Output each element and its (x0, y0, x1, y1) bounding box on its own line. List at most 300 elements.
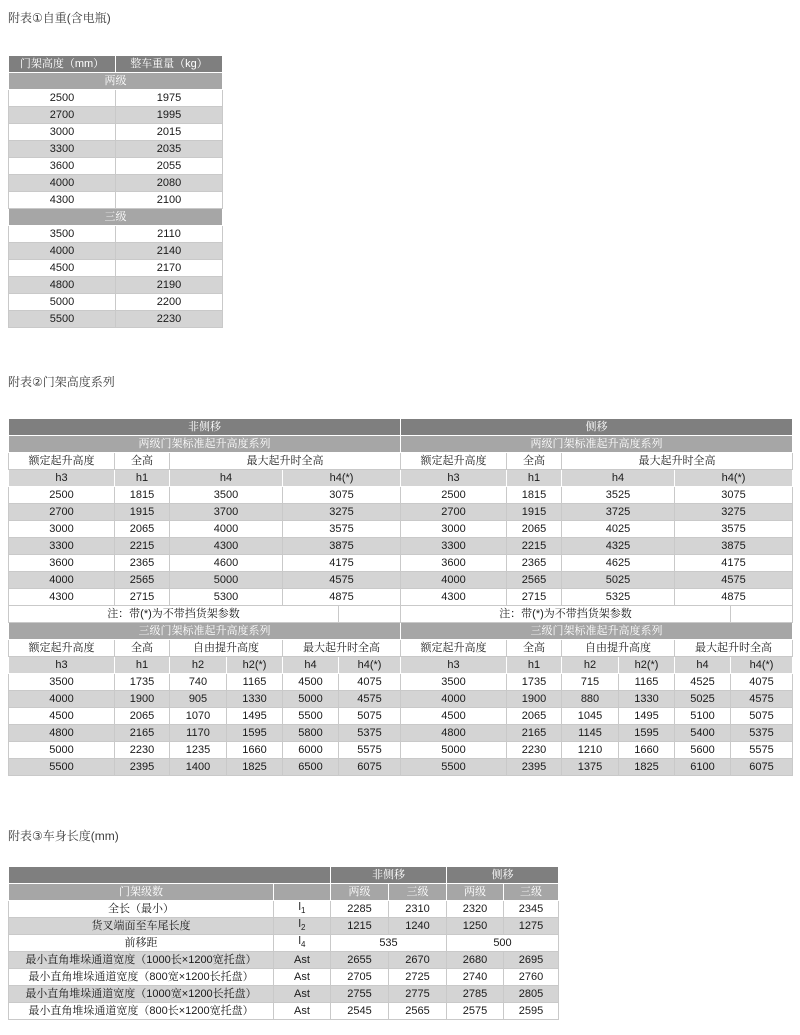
table-row (9, 606, 793, 623)
table-row (9, 657, 793, 674)
mast-height-table-body (9, 419, 793, 776)
symbol-subscript: 4 (301, 940, 306, 950)
value-cell: 1595 (227, 725, 283, 742)
value-cell: 3725 (562, 504, 675, 521)
table-row (9, 175, 223, 192)
value-cell: 4800 (9, 277, 116, 294)
value-cell: 5025 (675, 691, 731, 708)
self-weight-table-body (9, 56, 223, 328)
value-cell: 2595 (504, 1003, 559, 1020)
value-cell: 2700 (401, 504, 507, 521)
empty-cell (9, 867, 331, 884)
value-cell: 5375 (339, 725, 401, 742)
table-row (9, 226, 223, 243)
column-header: h4 (675, 657, 731, 674)
value-cell: 1165 (227, 674, 283, 691)
symbol-cell: Ast (274, 1003, 331, 1020)
value-cell: 1210 (562, 742, 619, 759)
value-cell: 5100 (675, 708, 731, 725)
value-cell: 2715 (507, 589, 562, 606)
column-header: h4(*) (283, 470, 401, 487)
table-row (9, 453, 793, 470)
value-cell: 1400 (170, 759, 227, 776)
value-cell: 1975 (116, 90, 223, 107)
value-cell: 1070 (170, 708, 227, 725)
value-cell: 3000 (9, 124, 116, 141)
group-header: 额定起升高度 (401, 453, 507, 470)
value-cell: 4625 (562, 555, 675, 572)
row-label: 货叉端面至车尾长度 (9, 918, 274, 935)
table-row (9, 107, 223, 124)
value-cell: 3275 (283, 504, 401, 521)
value-cell: 2575 (447, 1003, 504, 1020)
value-cell: 2065 (115, 521, 170, 538)
value-cell: 6100 (675, 759, 731, 776)
value-cell: 3500 (401, 674, 507, 691)
value-cell: 1660 (227, 742, 283, 759)
value-cell: 4000 (9, 175, 116, 192)
value-cell: 4600 (170, 555, 283, 572)
column-header: 两级 (447, 884, 504, 901)
group-header: 最大起升时全高 (170, 453, 401, 470)
symbol-subscript: 1 (301, 906, 306, 916)
value-cell: 5500 (401, 759, 507, 776)
column-header: 整车重量（kg） (116, 56, 223, 73)
empty-cell (731, 606, 793, 623)
symbol-cell: Ast (274, 952, 331, 969)
value-cell: 1825 (619, 759, 675, 776)
column-header: h2 (170, 657, 227, 674)
value-cell: 4000 (170, 521, 283, 538)
section-header: 三级门架标准起升高度系列 (401, 623, 793, 640)
value-cell: 4000 (9, 691, 115, 708)
value-cell: 5400 (675, 725, 731, 742)
table-row (9, 277, 223, 294)
value-cell: 4875 (283, 589, 401, 606)
group-header: 最大起升时全高 (675, 640, 793, 657)
value-cell: 4000 (9, 572, 115, 589)
value-cell: 1330 (227, 691, 283, 708)
row-label: 最小直角堆垛通道宽度（800宽×1200长托盘） (9, 969, 274, 986)
column-header: h2(*) (619, 657, 675, 674)
value-cell: 2565 (115, 572, 170, 589)
column-header: h4 (562, 470, 675, 487)
value-cell: 4000 (401, 572, 507, 589)
value-cell: 3500 (170, 487, 283, 504)
table-row (9, 867, 559, 884)
value-cell: 2345 (504, 901, 559, 918)
value-cell: 4575 (731, 691, 793, 708)
self-weight-table (8, 55, 223, 328)
value-cell: 4500 (9, 260, 116, 277)
group-header: 全高 (507, 640, 562, 657)
section-header: 三级 (9, 209, 223, 226)
column-header: h2 (562, 657, 619, 674)
value-cell: 2065 (507, 521, 562, 538)
value-cell: 3075 (283, 487, 401, 504)
column-header: 两级 (331, 884, 389, 901)
table-row (9, 243, 223, 260)
value-cell: 2015 (116, 124, 223, 141)
value-cell: 2785 (447, 986, 504, 1003)
table-row (9, 538, 793, 555)
value-cell: 3600 (401, 555, 507, 572)
value-cell: 1275 (504, 918, 559, 935)
table-row (9, 158, 223, 175)
value-cell: 2500 (9, 487, 115, 504)
note-cell: 注：带(*)为不带挡货架参数 (401, 606, 731, 623)
symbol-subscript: 2 (301, 923, 306, 933)
value-cell: 2165 (507, 725, 562, 742)
value-cell: 4300 (9, 589, 115, 606)
row-label: 最小直角堆垛通道宽度（1000宽×1200长托盘） (9, 986, 274, 1003)
table-row (9, 56, 223, 73)
value-cell: 1145 (562, 725, 619, 742)
table-row (9, 90, 223, 107)
value-cell: 2170 (116, 260, 223, 277)
group-header: 侧移 (447, 867, 559, 884)
value-cell: 3300 (9, 141, 116, 158)
value-cell: 4300 (170, 538, 283, 555)
value-cell: 2320 (447, 901, 504, 918)
value-cell: 3275 (675, 504, 793, 521)
value-cell: 1995 (116, 107, 223, 124)
table-row (9, 742, 793, 759)
value-cell: 5325 (562, 589, 675, 606)
value-cell: 1900 (115, 691, 170, 708)
column-header: h4(*) (731, 657, 793, 674)
value-cell: 6500 (283, 759, 339, 776)
table-row (9, 759, 793, 776)
table-row (9, 691, 793, 708)
value-cell: 6075 (731, 759, 793, 776)
table-row (9, 589, 793, 606)
value-cell: 5025 (562, 572, 675, 589)
column-header: h4(*) (339, 657, 401, 674)
value-cell: 4800 (9, 725, 115, 742)
value-cell: 5000 (401, 742, 507, 759)
note-cell: 注：带(*)为不带挡货架参数 (9, 606, 339, 623)
table-row (9, 640, 793, 657)
table-row (9, 470, 793, 487)
row-label: 全长（最小） (9, 901, 274, 918)
column-header: h1 (115, 470, 170, 487)
value-cell: 4300 (401, 589, 507, 606)
value-cell: 5500 (9, 311, 116, 328)
table-row (9, 521, 793, 538)
value-cell: 4075 (339, 674, 401, 691)
value-cell: 5075 (731, 708, 793, 725)
value-cell: 1595 (619, 725, 675, 742)
value-cell: 1815 (507, 487, 562, 504)
value-cell: 4500 (9, 708, 115, 725)
value-cell: 2500 (9, 90, 116, 107)
value-cell: 880 (562, 691, 619, 708)
value-cell: 2055 (116, 158, 223, 175)
value-cell: 3500 (9, 226, 116, 243)
table-row (9, 555, 793, 572)
value-cell: 2700 (9, 107, 116, 124)
value-cell: 4500 (401, 708, 507, 725)
value-cell: 3000 (401, 521, 507, 538)
table-row (9, 725, 793, 742)
table-row (9, 141, 223, 158)
value-cell: 2365 (507, 555, 562, 572)
group-header: 最大起升时全高 (562, 453, 793, 470)
symbol-cell: $l_1$ (274, 901, 331, 918)
value-cell: 3300 (401, 538, 507, 555)
value-cell: 2500 (401, 487, 507, 504)
value-cell: 2100 (116, 192, 223, 209)
value-cell: 2215 (507, 538, 562, 555)
value-cell: 3500 (9, 674, 115, 691)
table-row (9, 986, 559, 1003)
empty-cell (339, 606, 401, 623)
value-cell: 1815 (115, 487, 170, 504)
value-cell: 3875 (675, 538, 793, 555)
mast-height-table (8, 418, 793, 776)
group-header: 全高 (115, 640, 170, 657)
table-row (9, 209, 223, 226)
group-header: 全高 (115, 453, 170, 470)
empty-cell (274, 884, 331, 901)
table1-title: 附表①自重(含电瓶) (8, 11, 111, 25)
symbol-cell: Ast (274, 986, 331, 1003)
column-header: h3 (9, 657, 115, 674)
value-cell: 3000 (9, 521, 115, 538)
value-cell: 2715 (115, 589, 170, 606)
value-cell: 3575 (675, 521, 793, 538)
value-cell: 6075 (339, 759, 401, 776)
value-cell: 2110 (116, 226, 223, 243)
value-cell: 4025 (562, 521, 675, 538)
value-cell: 2165 (115, 725, 170, 742)
value-cell: 2680 (447, 952, 504, 969)
value-cell: 1735 (507, 674, 562, 691)
column-header: h1 (115, 657, 170, 674)
column-header: 门架高度（mm） (9, 56, 116, 73)
value-cell: 2215 (115, 538, 170, 555)
table-row (9, 419, 793, 436)
value-cell: 5575 (339, 742, 401, 759)
table-row (9, 436, 793, 453)
value-cell: 3600 (9, 555, 115, 572)
column-header: h1 (507, 470, 562, 487)
value-cell: 2395 (507, 759, 562, 776)
column-header: 三级 (389, 884, 447, 901)
value-cell: 1240 (389, 918, 447, 935)
section-header: 两级 (9, 73, 223, 90)
value-cell: 6000 (283, 742, 339, 759)
value-cell: 1235 (170, 742, 227, 759)
value-cell: 5300 (170, 589, 283, 606)
value-cell: 2230 (116, 311, 223, 328)
value-cell: 1375 (562, 759, 619, 776)
value-cell: 4575 (283, 572, 401, 589)
value-cell: 1170 (170, 725, 227, 742)
value-cell: 4300 (9, 192, 116, 209)
value-cell: 2065 (507, 708, 562, 725)
value-cell: 1165 (619, 674, 675, 691)
value-cell: 1495 (227, 708, 283, 725)
value-cell: 4075 (731, 674, 793, 691)
value-cell: 2805 (504, 986, 559, 1003)
value-cell: 2700 (9, 504, 115, 521)
value-cell: 2395 (115, 759, 170, 776)
table-row (9, 935, 559, 952)
table-row (9, 884, 559, 901)
group-header: 额定起升高度 (9, 453, 115, 470)
value-cell: 1045 (562, 708, 619, 725)
value-cell: 5500 (9, 759, 115, 776)
value-cell: 500 (447, 935, 559, 952)
value-cell: 3700 (170, 504, 283, 521)
group-header: 非侧移 (331, 867, 447, 884)
value-cell: 2310 (389, 901, 447, 918)
value-cell: 2200 (116, 294, 223, 311)
value-cell: 3525 (562, 487, 675, 504)
value-cell: 4525 (675, 674, 731, 691)
value-cell: 1215 (331, 918, 389, 935)
value-cell: 1330 (619, 691, 675, 708)
value-cell: 4575 (675, 572, 793, 589)
value-cell: 3875 (283, 538, 401, 555)
table-row (9, 260, 223, 277)
value-cell: 2655 (331, 952, 389, 969)
value-cell: 715 (562, 674, 619, 691)
value-cell: 2565 (389, 1003, 447, 1020)
value-cell: 5075 (339, 708, 401, 725)
row-label: 最小直角堆垛通道宽度（800长×1200宽托盘） (9, 1003, 274, 1020)
value-cell: 4000 (401, 691, 507, 708)
value-cell: 2065 (115, 708, 170, 725)
column-header: 三级 (504, 884, 559, 901)
value-cell: 2565 (507, 572, 562, 589)
half-header: 非侧移 (9, 419, 401, 436)
table-row (9, 952, 559, 969)
value-cell: 4175 (675, 555, 793, 572)
table-row (9, 294, 223, 311)
value-cell: 2705 (331, 969, 389, 986)
table-row (9, 1003, 559, 1020)
group-header: 自由提升高度 (170, 640, 283, 657)
value-cell: 5000 (170, 572, 283, 589)
value-cell: 5575 (731, 742, 793, 759)
value-cell: 2230 (507, 742, 562, 759)
value-cell: 4875 (675, 589, 793, 606)
value-cell: 2230 (115, 742, 170, 759)
value-cell: 5500 (283, 708, 339, 725)
row-label: 前移距 (9, 935, 274, 952)
table-row (9, 969, 559, 986)
value-cell: 2035 (116, 141, 223, 158)
value-cell: 1735 (115, 674, 170, 691)
value-cell: 2695 (504, 952, 559, 969)
column-header: h4 (170, 470, 283, 487)
group-header: 全高 (507, 453, 562, 470)
value-cell: 5800 (283, 725, 339, 742)
table-row (9, 918, 559, 935)
value-cell: 3300 (9, 538, 115, 555)
group-header: 自由提升高度 (562, 640, 675, 657)
value-cell: 5375 (731, 725, 793, 742)
table-row (9, 901, 559, 918)
symbol-cell: $l_4$ (274, 935, 331, 952)
column-header: h3 (401, 470, 507, 487)
value-cell: 4575 (339, 691, 401, 708)
value-cell: 2365 (115, 555, 170, 572)
half-header: 侧移 (401, 419, 793, 436)
column-header: h3 (401, 657, 507, 674)
column-header: h4(*) (675, 470, 793, 487)
body-length-table (8, 866, 559, 1020)
value-cell: 1915 (507, 504, 562, 521)
value-cell: 1250 (447, 918, 504, 935)
table-row (9, 192, 223, 209)
table2-title: 附表②门架高度系列 (8, 375, 115, 389)
column-header: h2(*) (227, 657, 283, 674)
value-cell: 5000 (283, 691, 339, 708)
value-cell: 1915 (115, 504, 170, 521)
value-cell: 2285 (331, 901, 389, 918)
table-row (9, 674, 793, 691)
value-cell: 4000 (9, 243, 116, 260)
value-cell: 4500 (283, 674, 339, 691)
section-header: 两级门架标准起升高度系列 (9, 436, 401, 453)
value-cell: 3075 (675, 487, 793, 504)
body-length-table-body (9, 867, 559, 1020)
column-header: 门架级数 (9, 884, 274, 901)
value-cell: 2775 (389, 986, 447, 1003)
value-cell: 3600 (9, 158, 116, 175)
value-cell: 2760 (504, 969, 559, 986)
table-row (9, 73, 223, 90)
value-cell: 2725 (389, 969, 447, 986)
symbol-cell: $l_2$ (274, 918, 331, 935)
value-cell: 1900 (507, 691, 562, 708)
column-header: h3 (9, 470, 115, 487)
table-row (9, 487, 793, 504)
value-cell: 2545 (331, 1003, 389, 1020)
value-cell: 2755 (331, 986, 389, 1003)
row-label: 最小直角堆垛通道宽度（1000长×1200宽托盘） (9, 952, 274, 969)
value-cell: 1495 (619, 708, 675, 725)
value-cell: 2740 (447, 969, 504, 986)
value-cell: 1660 (619, 742, 675, 759)
value-cell: 5000 (9, 294, 116, 311)
value-cell: 4800 (401, 725, 507, 742)
value-cell: 740 (170, 674, 227, 691)
value-cell: 4325 (562, 538, 675, 555)
table-row (9, 623, 793, 640)
table-row (9, 124, 223, 141)
value-cell: 1825 (227, 759, 283, 776)
table-row (9, 572, 793, 589)
value-cell: 2190 (116, 277, 223, 294)
value-cell: 905 (170, 691, 227, 708)
section-header: 三级门架标准起升高度系列 (9, 623, 401, 640)
table-row (9, 311, 223, 328)
value-cell: 3575 (283, 521, 401, 538)
value-cell: 4175 (283, 555, 401, 572)
symbol-cell: Ast (274, 969, 331, 986)
column-header: h4 (283, 657, 339, 674)
group-header: 额定起升高度 (9, 640, 115, 657)
group-header: 最大起升时全高 (283, 640, 401, 657)
value-cell: 5600 (675, 742, 731, 759)
section-header: 两级门架标准起升高度系列 (401, 436, 793, 453)
group-header: 额定起升高度 (401, 640, 507, 657)
